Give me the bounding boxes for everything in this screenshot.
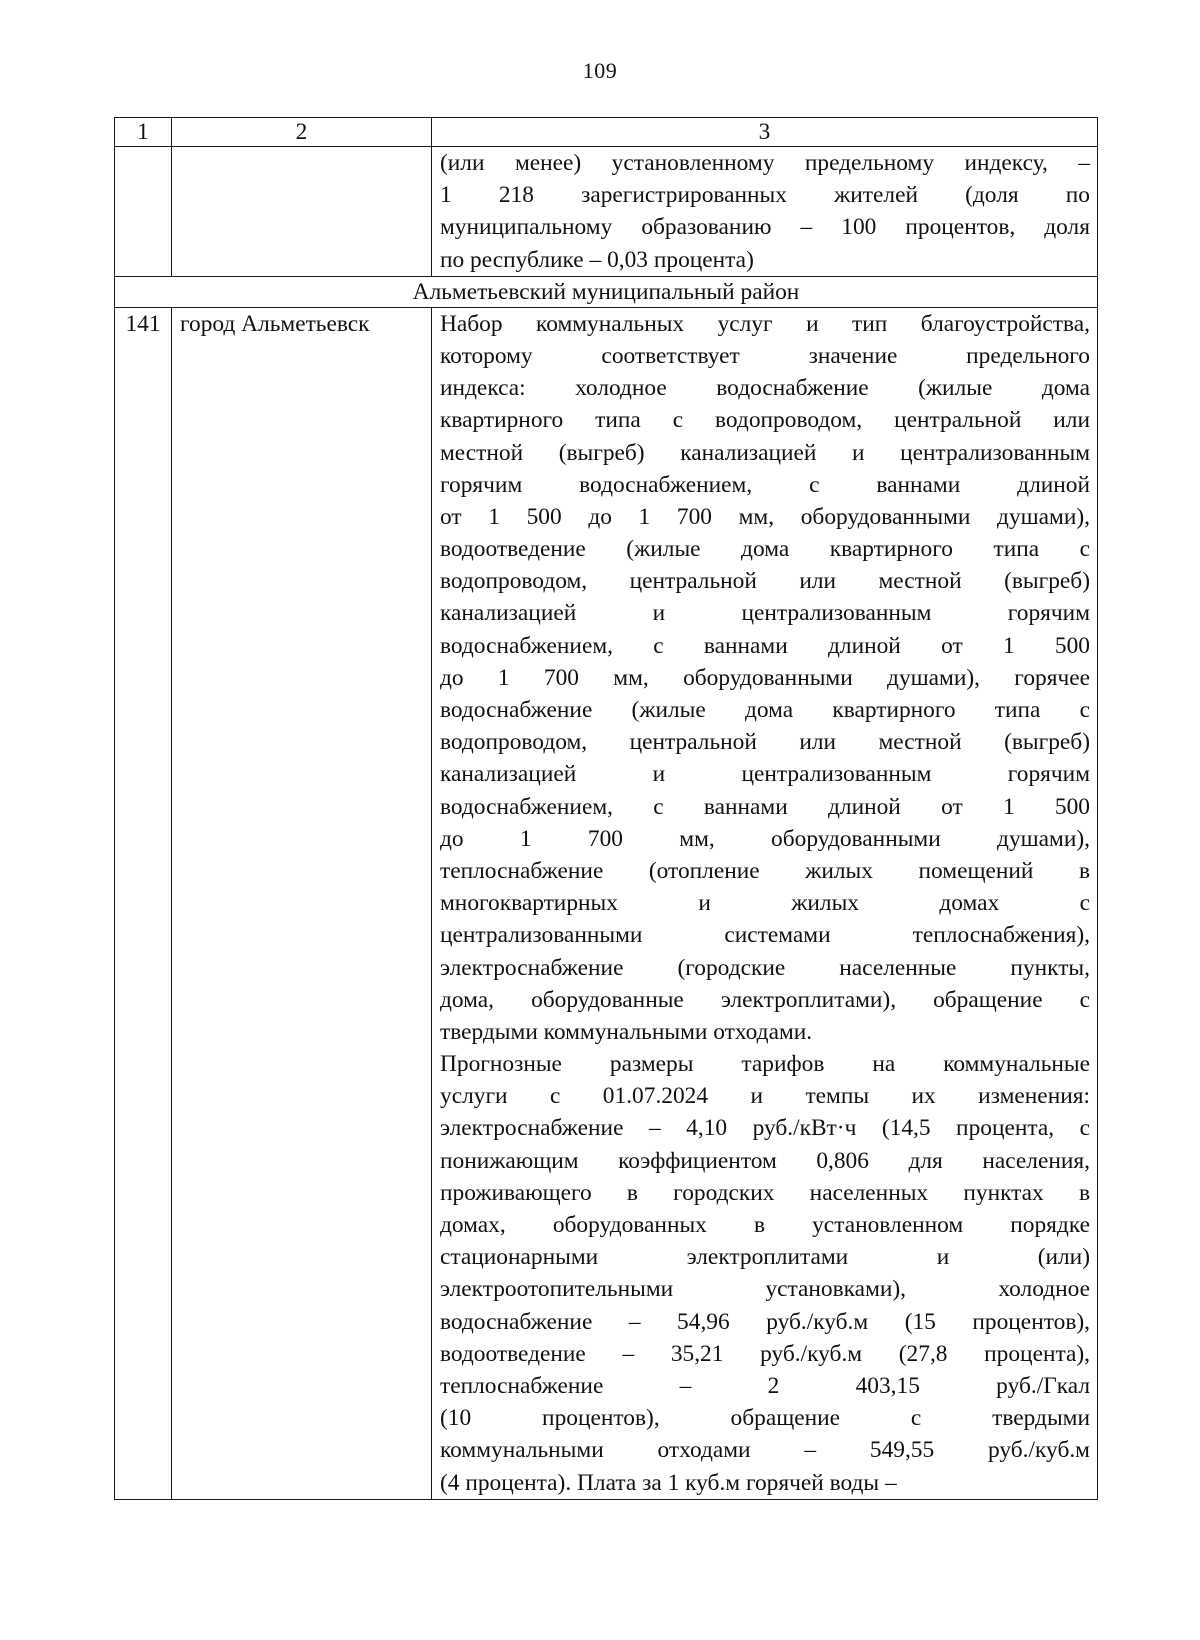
text-line: 1 218 зарегистрированных жителей (доля по [440, 182, 1090, 209]
text-line: теплоснабжение (отопление жилых помещений в [440, 857, 1090, 884]
text-line: до 1 700 мм, оборудованными душами), [440, 825, 1090, 852]
continuation-num-cell [115, 147, 172, 277]
table-row [115, 307, 1098, 1499]
text-line: канализацией и централизованным горячим [440, 600, 1090, 627]
text-line: электроснабжение (городские населенные пункты, [440, 954, 1090, 981]
text-line: водоснабжением, с ваннами длиной от 1 500 [440, 632, 1090, 659]
text-line: услуги с 01.07.2024 и темпы их изменения: [440, 1083, 1090, 1110]
text-line: горячим водоснабжением, с ваннами длиной [440, 471, 1090, 498]
header-cell-2: 2 [172, 118, 432, 147]
text-line: водоснабжение (жилые дома квартирного типа с [440, 697, 1090, 723]
text-line: водоснабжением, с ваннами длиной от 1 500 [440, 793, 1090, 820]
text-line: от 1 500 до 1 700 мм, оборудованными душами), [440, 503, 1090, 530]
entry-description-cell [432, 307, 1098, 1499]
text-line: многоквартирных и жилых домах с [440, 890, 1090, 917]
text-line: централизованными системами теплоснабжения), [440, 922, 1090, 949]
text-line: водоснабжение – 54,96 руб./куб.м (15 процентов), [440, 1308, 1090, 1335]
entry-name: город Альметьевск [172, 307, 432, 1499]
header-cell-1: 1 [115, 118, 172, 147]
section-title: Альметьевский муниципальный район [115, 276, 1098, 307]
text-line: проживающего в городских населенных пунктах в [440, 1179, 1090, 1206]
text-line: канализацией и централизованным горячим [440, 761, 1090, 788]
continuation-desc-cell [432, 147, 1098, 277]
entry-number: 141 [115, 307, 172, 1499]
text-line: водопроводом, центральной или местной (выгреб) [440, 568, 1090, 595]
text-line: твердыми коммунальными отходами. [440, 1018, 813, 1045]
text-line: коммунальными отходами – 549,55 руб./куб.м [440, 1437, 1090, 1464]
text-line: водоотведение (жилые дома квартирного типа с [440, 536, 1090, 563]
page-number: 109 [582, 58, 618, 83]
continuation-name-cell [172, 147, 432, 277]
entry-description [440, 308, 1090, 1499]
text-line: дома, оборудованные электроплитами), обращение с [440, 986, 1090, 1013]
text-line: водоотведение – 35,21 руб./куб.м (27,8 процента), [440, 1340, 1090, 1367]
continuation-row [115, 147, 1098, 277]
text-line: водопроводом, центральной или местной (выгреб) [440, 729, 1090, 756]
text-line: квартирного типа с водопроводом, центральной или [440, 407, 1090, 434]
text-line: (4 процента). Плата за 1 куб.м горячей воды – [440, 1469, 897, 1496]
text-line: (10 процентов), обращение с твердыми [440, 1405, 1090, 1432]
header-cell-3: 3 [432, 118, 1098, 147]
text-line: понижающим коэффициентом 0,806 для населения, [440, 1147, 1090, 1174]
text-line: домах, оборудованных в установленном порядке [440, 1212, 1090, 1238]
text-line: теплоснабжение – 2 403,15 руб./Гкал [440, 1372, 1090, 1399]
text-line: Прогнозные размеры тарифов на коммунальные [440, 1051, 1090, 1078]
text-line: электроотопительными установками), холодное [440, 1276, 1090, 1303]
continuation-text [440, 147, 1090, 276]
text-line: Набор коммунальных услуг и тип благоустройства, [440, 310, 1090, 337]
text-line: местной (выгреб) канализацией и централизованным [440, 439, 1090, 466]
text-line: (или менее) установленному предельному индексу, – [440, 150, 1090, 176]
text-line: электроснабжение – 4,10 руб./кВт·ч (14,5 процента, с [440, 1115, 1090, 1142]
text-line: до 1 700 мм, оборудованными душами), горячее [440, 664, 1090, 691]
text-line: которому соответствует значение предельного [440, 342, 1090, 369]
text-line: муниципальному образованию – 100 процентов, доля [440, 214, 1090, 241]
text-line: индекса: холодное водоснабжение (жилые дома [440, 375, 1090, 402]
text-line: по республике – 0,03 процента) [440, 246, 754, 273]
table-header-row [115, 118, 1098, 147]
text-line: стационарными электроплитами и (или) [440, 1244, 1090, 1271]
tariff-table [114, 117, 1098, 1500]
section-row [115, 276, 1098, 307]
